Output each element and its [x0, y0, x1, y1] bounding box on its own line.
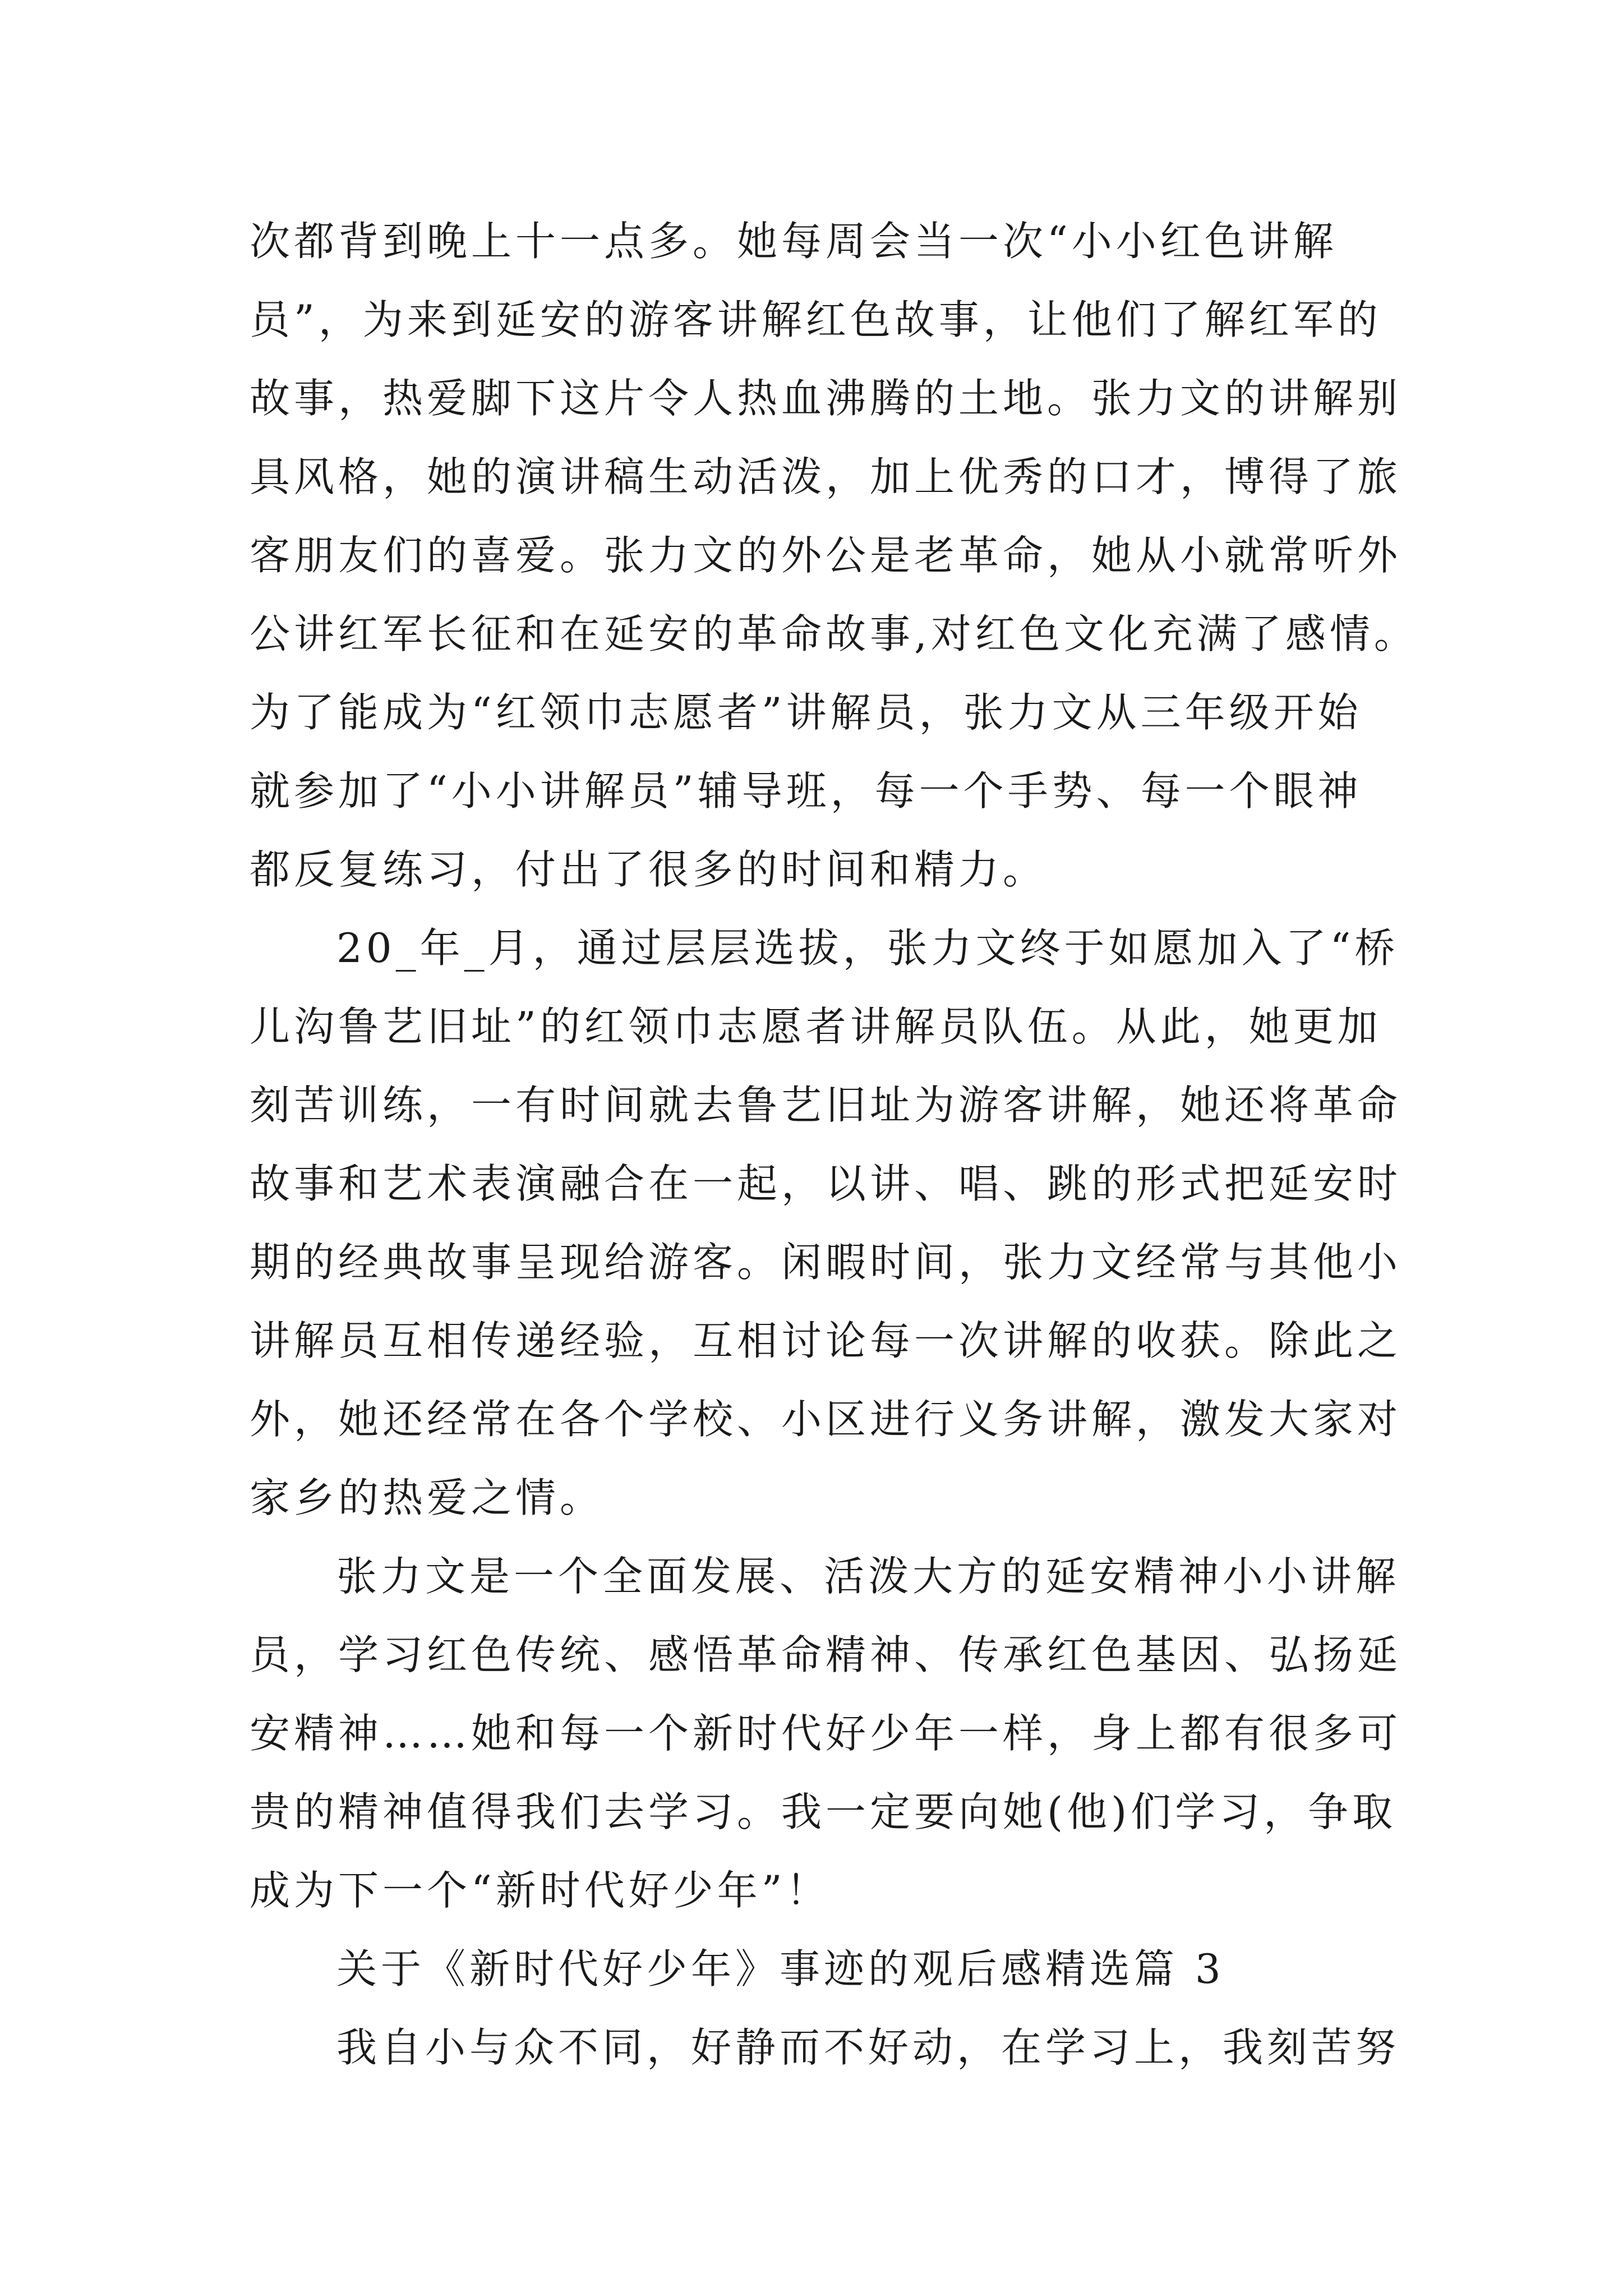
text-line: 员”，为来到延安的游客讲解红色故事，让他们了解红军的: [250, 296, 1382, 343]
text-line: 家乡的热爱之情。: [250, 1474, 605, 1521]
text-line: 公讲红军长征和在延安的革命故事,对红色文化充满了感情。: [250, 610, 1418, 657]
text-line: 20_年_月，通过层层选拔，张力文终于如愿加入了“桥: [336, 924, 1399, 972]
text-line: 我自小与众不同，好静而不好动，在学习上，我刻苦努: [336, 2024, 1400, 2071]
text-line: 具风格，她的演讲稿生动活泼，加上优秀的口才，博得了旅: [250, 453, 1402, 500]
text-line: 为了能成为“红领巾志愿者”讲解员，张力文从三年级开始: [250, 689, 1362, 736]
text-line: 儿沟鲁艺旧址”的红领巾志愿者讲解员队伍。从此，她更加: [250, 1003, 1382, 1050]
text-line: 外，她还经常在各个学校、小区进行义务讲解，激发大家对: [250, 1396, 1402, 1443]
text-line: 故事和艺术表演融合在一起，以讲、唱、跳的形式把延安时: [250, 1160, 1402, 1207]
text-line: 客朋友们的喜爱。张力文的外公是老革命，她从小就常听外: [250, 532, 1402, 579]
section-heading: 关于《新时代好少年》事迹的观后感精选篇 3: [336, 1945, 1225, 1993]
text-line: 安精神……她和每一个新时代好少年一样，身上都有很多可: [250, 1710, 1402, 1757]
text-line: 故事，热爱脚下这片令人热血沸腾的土地。张力文的讲解别: [250, 375, 1402, 422]
text-line: 都反复练习，付出了很多的时间和精力。: [250, 846, 1048, 893]
text-line: 刻苦训练，一有时间就去鲁艺旧址为游客讲解，她还将革命: [250, 1082, 1402, 1129]
text-line: 次都背到晚上十一点多。她每周会当一次“小小红色讲解: [250, 218, 1338, 265]
text-line: 就参加了“小小讲解员”辅导班，每一个手势、每一个眼神: [250, 767, 1362, 815]
text-line: 张力文是一个全面发展、活泼大方的延安精神小小讲解: [336, 1553, 1400, 1600]
text-line: 贵的精神值得我们去学习。我一定要向她(他)们学习，争取: [250, 1788, 1397, 1835]
text-line: 讲解员互相传递经验，互相讨论每一次讲解的收获。除此之: [250, 1317, 1402, 1364]
text-line: 员，学习红色传统、感悟革命精神、传承红色基因、弘扬延: [250, 1631, 1402, 1678]
text-line: 成为下一个“新时代好少年”！: [250, 1867, 831, 1914]
text-line: 期的经典故事呈现给游客。闲暇时间，张力文经常与其他小: [250, 1239, 1402, 1286]
